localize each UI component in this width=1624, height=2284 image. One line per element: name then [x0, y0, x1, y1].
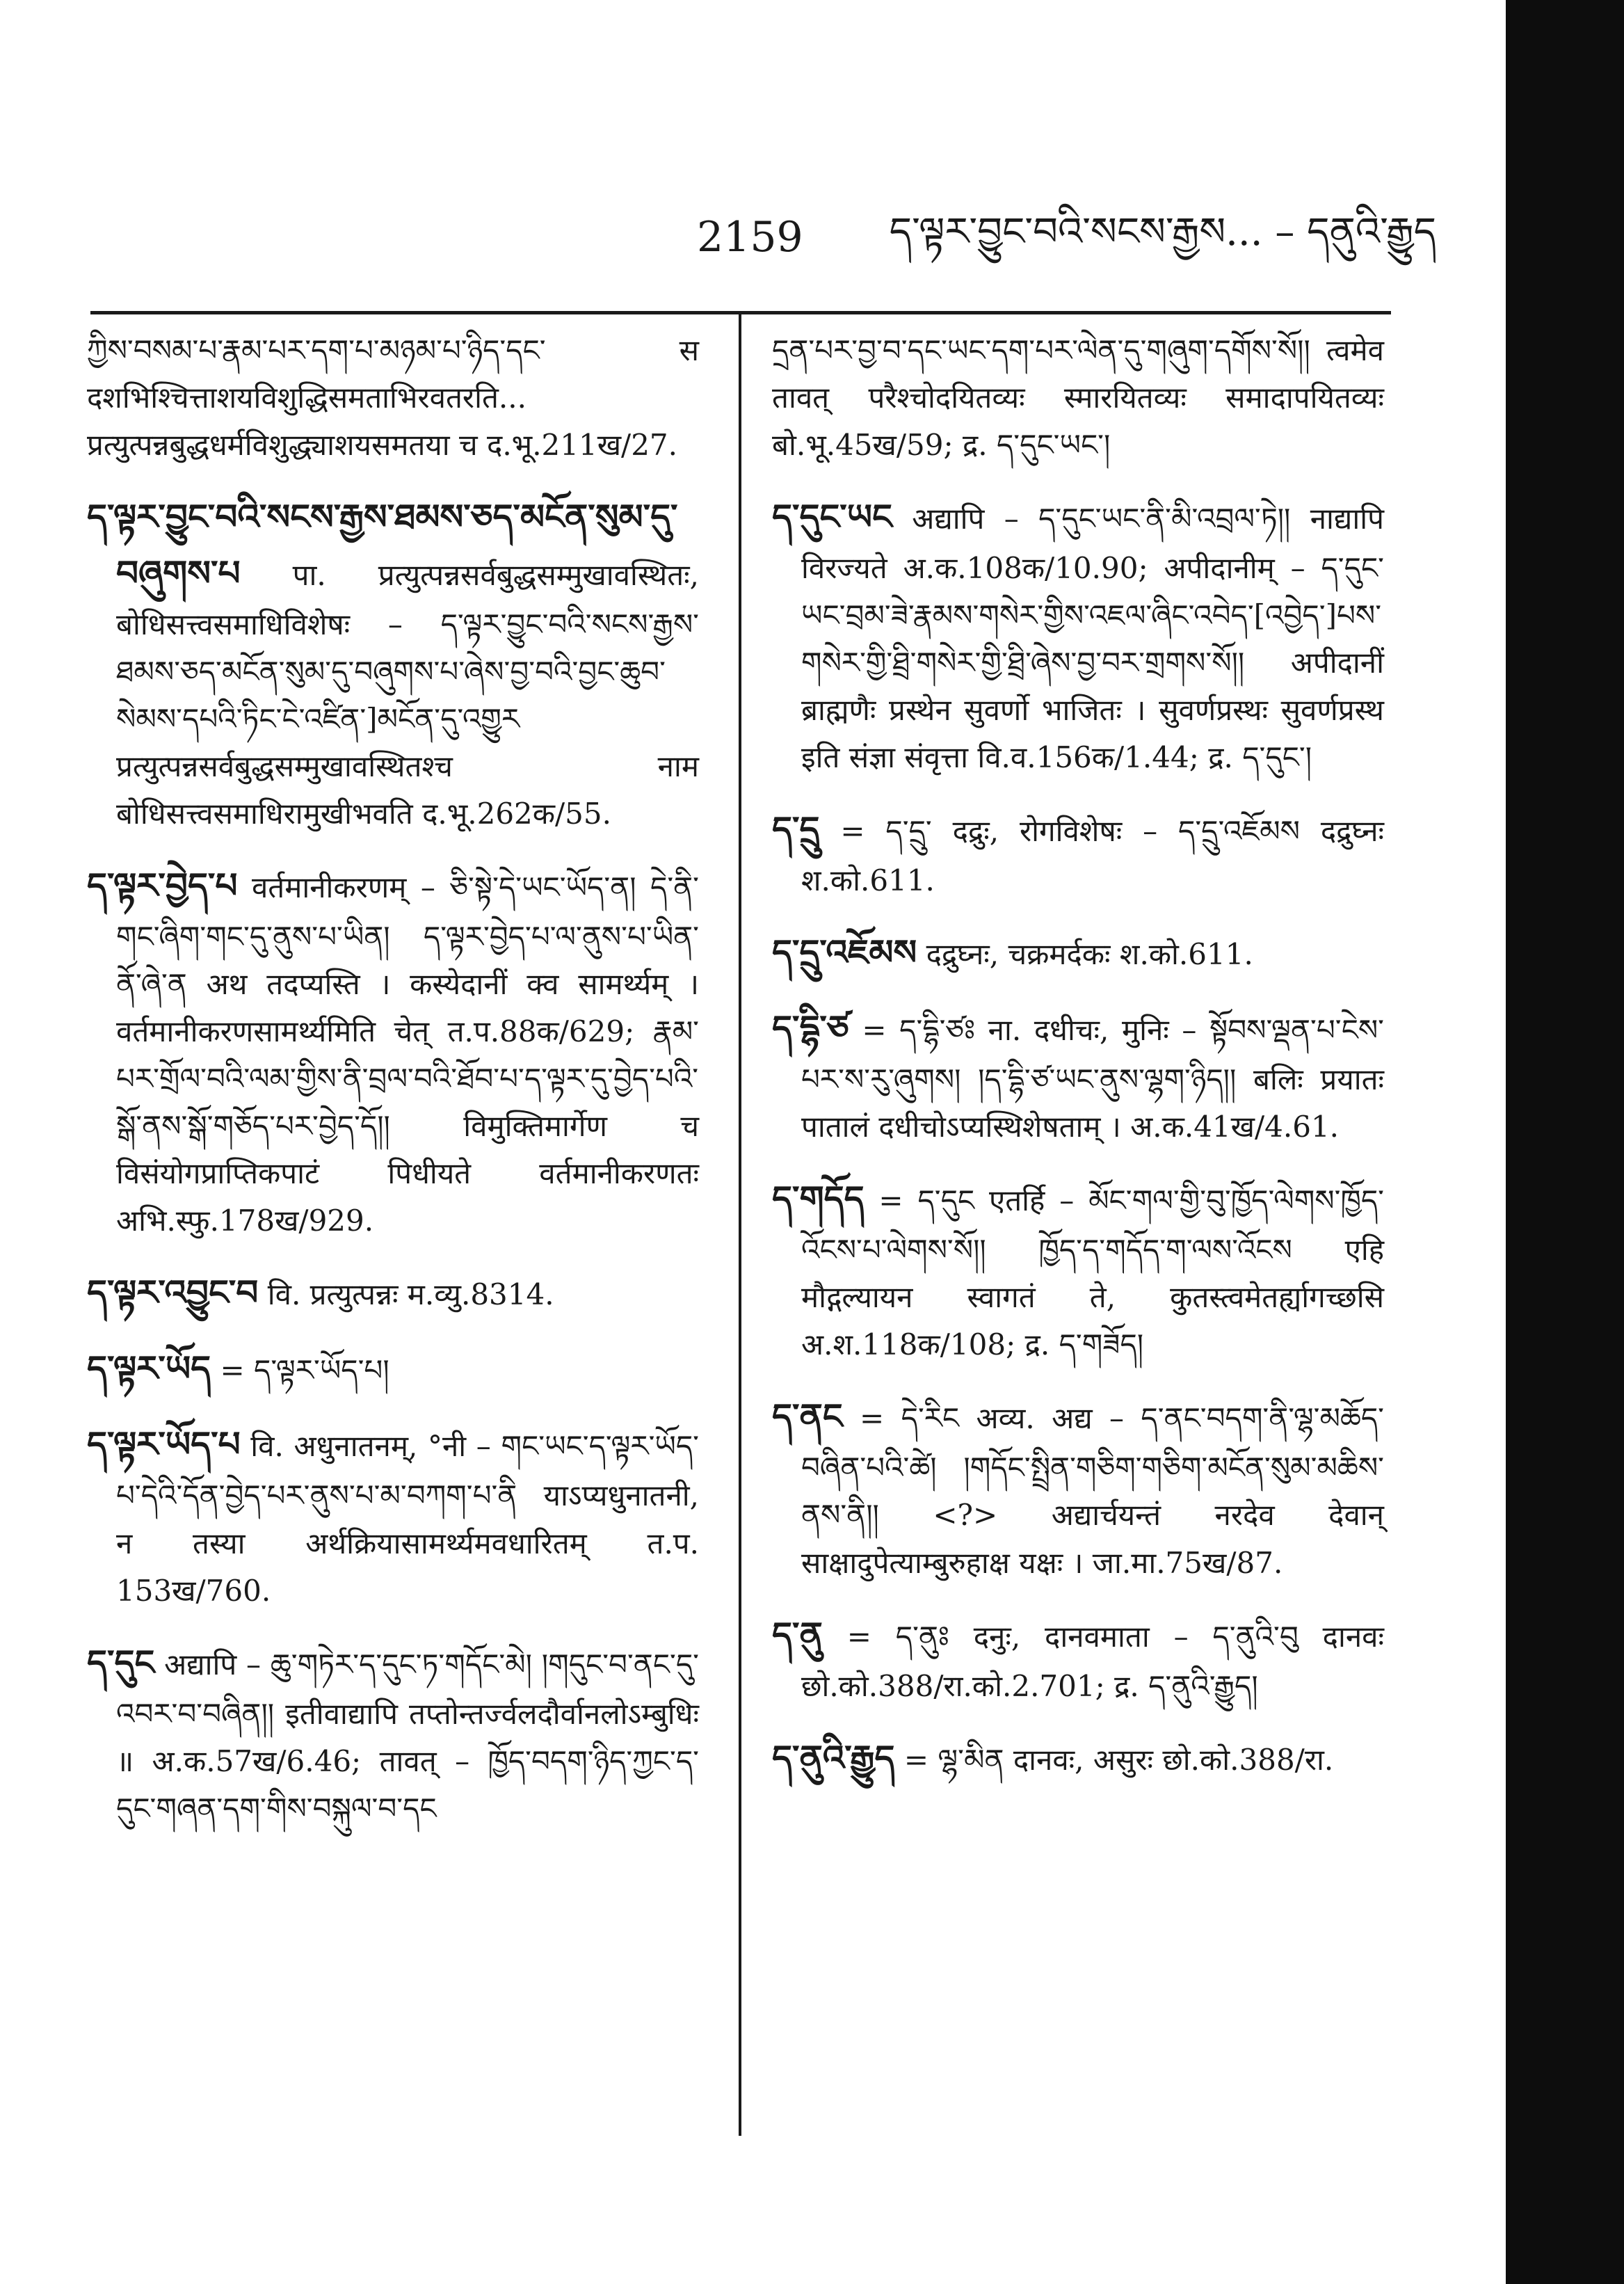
page-number: 2159: [697, 213, 803, 262]
entry-headword: ད་དྲུ་འཇོམས: [772, 932, 917, 973]
entry-text: पा. प्रत्युत्पन्नसर्वबुद्धसम्मुखावस्थितः, बोधिसत्त्वसमाधिविशेषः – ད་ལྟར་བྱུང་བའི་སངས་རྒྱས་ཐམས་ཅད་མངོན་སུམ་དུ་བཞུགས་པ་ཞེས་བྱ་བའི་བྱང་ཆུབ་སེམས་དཔའི་ཏིང་ངེ་འཛིན་]མངོན་དུ་འགྱུར प्रत्युत्पन्नसर्वबुद्धसम्मुखावस्थितश्च नाम बोधिसत्त्वसमाधिरामुखीभवति द.भू.262क/55.: [116, 558, 699, 831]
dictionary-entry: [772, 1606, 1384, 1710]
dictionary-entry: [772, 327, 1384, 469]
entry-headword: ད་དུང: [87, 1641, 155, 1683]
entry-headword: ད་ལྟར་བྱུང་བའི་སངས་རྒྱས་ཐམས་ཅད་མངོན་སུམ་དུ་བཞུགས་པ: [87, 496, 678, 594]
entry-text: वर्तमानीकरणम् – ཅི་སྟེ་དེ་ཡང་ཡོད་ན། དེ་ནི་གང་ཞིག་གང་དུ་ནུས་པ་ཡིན། ད་ལྟར་བྱེད་པ་ལ་ནུས་པ་ཡིན་ནོ་ཞེ་ན अथ तदप्यस्ति । कस्येदानीं क्व सामर्थ्यम् । वर्तमानीकरणसामर्थ्यमिति चेत् त.प.88क/629; རྣམ་པར་གྲོལ་བའི་ལམ་གྱིས་ནི་བྲལ་བའི་ཐོབ་པ་ད་ལྟར་དུ་བྱེད་པའི་སྒོ་ནས་སྒོ་གཅོད་པར་བྱེད་དོ།། विमुक्तिमार्गेण च विसंयोगप्राप्तिकपाटं पिधीयते वर्तमानीकरणतः अभि.स्फु.178ख/929.: [116, 870, 699, 1238]
entry-headword: ད་དྷི་ཙ: [772, 1007, 849, 1049]
dictionary-entry: [772, 1000, 1384, 1151]
entry-headword: ད་ལྟར་ཡོད: [87, 1348, 211, 1389]
entry-headword: ད་གདོད: [772, 1178, 865, 1220]
dictionary-entry: [772, 1388, 1384, 1586]
entry-text: = ད་དྷི་ཙཿ ना. दधीचः, मुनिः – སྟོབས་ལྡན་པ་ངེས་པར་ས་རུ་ཞུགས། །ད་དྷི་ཙ་ཡང་ནུས་ལྷག་ཉིད།། बलिः प्रयातः पातालं दधीचोऽप्यस्थिशेषताम् । अ.क.41ख/4.61.: [801, 1013, 1385, 1144]
dictionary-entry: [772, 488, 1384, 781]
scan-edge-bar: [1506, 0, 1624, 2284]
entry-text: वि. प्रत्युत्पन्नः म.व्यु.8314.: [267, 1277, 554, 1312]
entry-text: अद्यापि – ད་དུང་ཡང་ནི་མི་འབྲལ་ཏེ།། नाद्यापि विरज्यते अ.क.108क/10.90; अपीदानीम् – ད་དུང་ཡང་བྲམ་ཟེ་རྣམས་གསེར་གྱིས་འཇལ་ཞིང་འབེད་[འབྱེད་]པས་གསེར་གྱི་ཐྲི་གསེར་གྱི་ཐྲི་ཞེས་བྱ་བར་གྲགས་སོ།། अपीदानीं ब्राह्मणैः प्रस्थेन सुवर्णो भाजितः । सुवर्णप्रस्थः सुवर्णप्रस्थ इति संज्ञा संवृत्ता वि.व.156क/1.44; द्र. ད་དུང་།: [801, 502, 1384, 775]
running-head: ད་ལྟར་བྱུང་བའི་སངས་རྒྱས... – དནུའི་རྒྱུད: [889, 209, 1436, 255]
entry-headword: ད་ལྟར་བྱེད་པ: [87, 865, 238, 907]
dictionary-entry: [87, 1340, 699, 1396]
entry-text: ཀྱིས་བསམ་པ་རྣམ་པར་དག་པ་མཉམ་པ་ཉིད་དང་ स दशभिश्चित्ताशयविशुद्धिसमताभिरवतरति... प्रत्युत्पन्नबुद्धधर्मविशुद्ध्याशयसमतया च द.भू.211ख/27.: [87, 333, 699, 463]
entry-text: = ད་ལྟར་ཡོད་པ།: [220, 1353, 389, 1388]
entry-headword: ད་ནང: [772, 1396, 843, 1437]
entry-text: वि. अधुनातनम्, °नी – གང་ཡང་ད་ལྟར་ཡོད་པ་དེའི་དོན་བྱེད་པར་ནུས་པ་མ་བཀག་པ་ནི याऽप्यधुनातनी, न तस्या अर्थक्रियासामर्थ्यमवधारितम् त.प. 153ख/760.: [116, 1429, 699, 1608]
dictionary-entry: [87, 1264, 699, 1320]
left-column: [87, 327, 699, 1852]
dictionary-entry: [772, 801, 1384, 904]
entry-headword: ད་ནུ: [772, 1613, 823, 1655]
entry-text: དྲན་པར་བྱ་བ་དང་ཡང་དག་པར་ལེན་དུ་གཞུག་དགོས་སོ།། त्वमेव तावत् परैश्चोदयितव्यः स्मारयितव्यः समादापयितव्यः बो.भू.45ख/59; द्र. ད་དུང་ཡང་།: [772, 333, 1384, 463]
dictionary-entry: [87, 1416, 699, 1614]
entry-headword: ད་ནུའི་རྒྱུད: [772, 1736, 895, 1778]
entry-headword: ད་ལྟར་ཡོད་པ: [87, 1423, 241, 1465]
dictionary-entry: [772, 1730, 1384, 1786]
entry-headword: ད་དུང་ཡང: [772, 496, 892, 538]
dictionary-entry: [772, 1170, 1384, 1368]
right-column: [772, 327, 1384, 1805]
entry-text: अद्यापि – ཆུ་གཏེར་ད་དུང་ཏ་གདོང་མེ། །གདུང་བ་ནང་དུ་འབར་བ་བཞིན།། इतीवाद्यापि तप्तोन्तर्ज्वलदौर्वानलोऽम्बुधिः ॥ अ.क.57ख/6.46; तावत् – ཁྱོད་བདག་ཉིད་ཀྱང་ད་དུང་གཞན་དག་གིས་བསྐུལ་བ་དང: [116, 1647, 699, 1826]
dictionary-entry: [87, 1634, 699, 1832]
entry-text: = ད་དུང एतर्हि – མོང་གལ་གྱི་བུ་ཁྱོད་ལེགས་ཁྱོད་འོངས་པ་ལེགས་སོ།། ཁྱོད་ད་གདོད་ག་ལས་འོངས एहि मौद्गल्यायन स्वागतं ते, कुतस्त्वमेतर्ह्यागच्छसि अ.श.118क/108; द्र. ད་གཟོད།: [801, 1183, 1384, 1362]
dictionary-entry: [87, 327, 699, 469]
entry-headword: ད་དྲུ: [772, 808, 820, 850]
dictionary-entry: [87, 488, 699, 838]
entry-headword: ད་ལྟར་འབྱུང་བ: [87, 1272, 259, 1313]
entry-text: दद्रुघ्नः, चक्रमर्दकः श.को.611.: [926, 937, 1253, 972]
entry-text: = དེ་རིང अव्य. अद्य – ད་ནང་བདག་ནི་ལྷ་མཆོད་བཞིན་པའི་ཚེ། །གདོང་སྤྲིན་གཅིག་གཅིག་མངོན་སུམ་མཆིས་ནས་ནི།། <?> अद्यार्चयन्तं नरदेव देवान् साक्षादुपेत्याम्बुरुहाक्ष यक्षः । जा.मा.75ख/87.: [801, 1401, 1384, 1580]
entry-text: = ད་དྲུ་ दद्रुः, रोगविशेषः – ད་དྲུ་འཇོམས दद्रुघ्नः श.को.611.: [801, 814, 1384, 898]
column-divider: [739, 313, 741, 2136]
entry-text: = ལྷ་མིན दानवः, असुरः छो.को.388/रा.: [903, 1742, 1334, 1777]
entry-text: = ད་ནུཿ दनुः, दानवमाता – ད་ནུའི་བུ दानवः छो.को.388/रा.को.2.701; द्र. ད་ནུའི་རྒྱུད།: [801, 1619, 1384, 1703]
dictionary-entry: [87, 857, 699, 1245]
dictionary-entry: [772, 924, 1384, 980]
